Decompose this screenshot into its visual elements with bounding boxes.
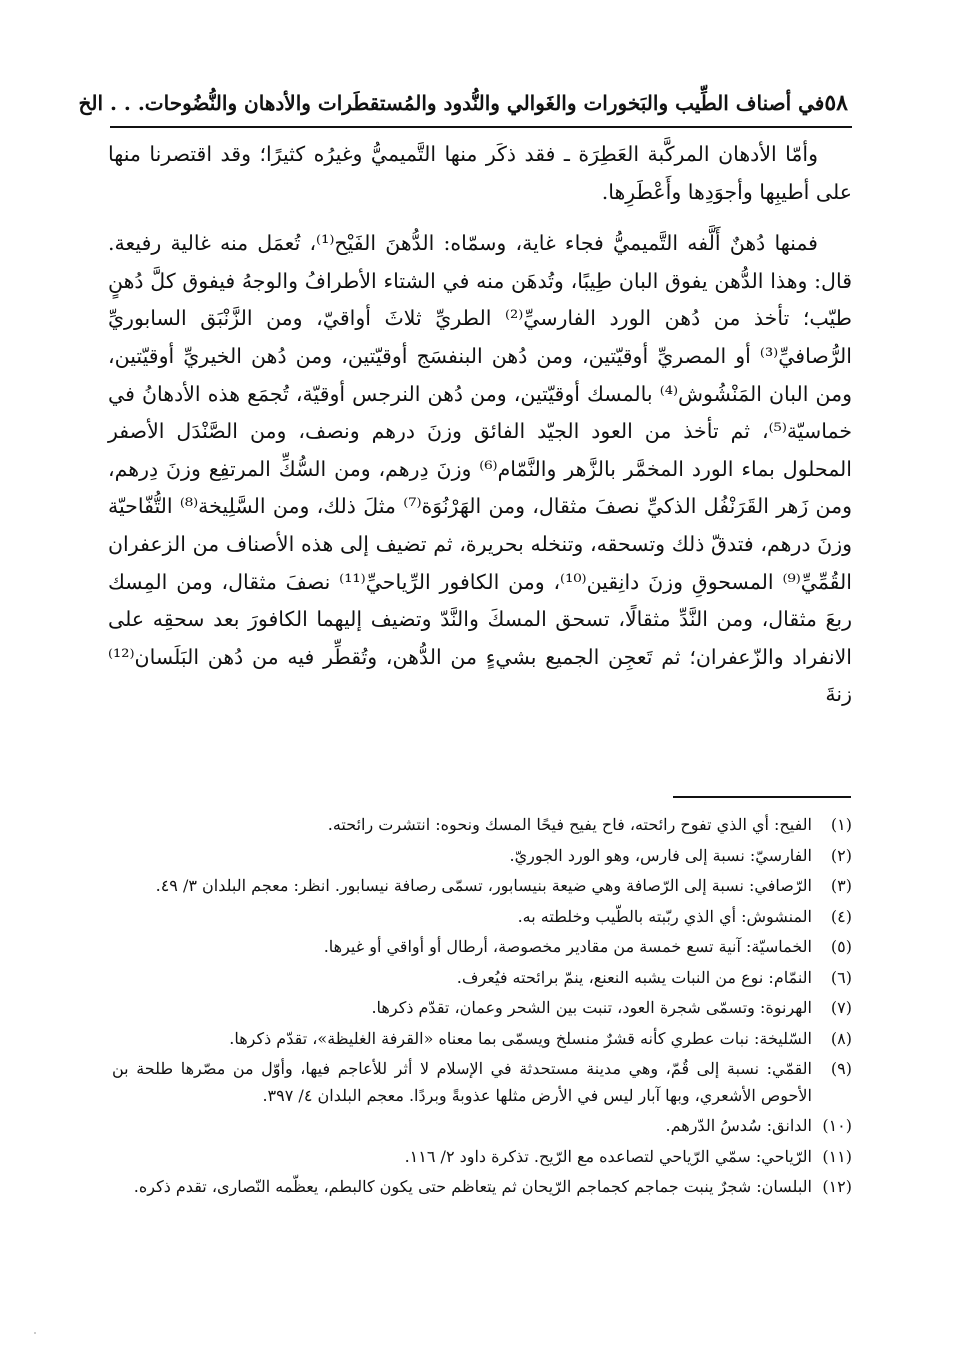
footnote-text: الخماسيّة: آنية تسع خمسة من مقادير مخصوصة، أرطال أو أواقي أو غيرها. bbox=[323, 937, 812, 956]
paragraph-1: وأمّا الأدهان المركَّبة العَطِرَة ـ فقد ذكَر منها التَّميميُّ وغيرُه كثيرًا؛ وقد اقتصرنا منها على أطيبِها وأجوَدِها وأَعْطَرِها. bbox=[108, 142, 852, 204]
header-rule bbox=[110, 126, 852, 128]
footnote-item bbox=[112, 1026, 852, 1053]
footnote-text: الفارسيّ: نسبة إلى فارس، وهو الورد الجوريّ. bbox=[509, 845, 812, 865]
footnote-text: السّليخة: نبات عطري كأنه قشرٌ منسلخ ويسمّى بما معناه «القرفة الغليظة»، تقدّم ذكرها. bbox=[229, 1028, 812, 1048]
page-header bbox=[78, 88, 848, 118]
footnote-text: الهرنوة: وتسمّى شجرة العود، تنبت بين الشحر وعمان، تقدّم ذكرها. bbox=[371, 998, 812, 1017]
footnote-text: البلسان: شجرٌ ينبت جماجم كجماجم الرّيحان ثم يتعاظم حتى يكون كالبطم، يعظّمه النّصارى، تقدم ذكره. bbox=[133, 1177, 812, 1196]
footnote-number: (١٢) bbox=[822, 1177, 852, 1196]
footnote-text: الدانق: سُدسُ الدّرهم. bbox=[665, 1116, 812, 1135]
footnote-number: (٩) bbox=[830, 1059, 852, 1078]
footnote-number: (٨) bbox=[830, 1028, 852, 1048]
main-text bbox=[108, 136, 852, 714]
footnote-item bbox=[112, 843, 852, 870]
footnote-text: النمّام: نوع من النبات يشبه النعنع، ينمّ برائحته فيُعرف. bbox=[456, 967, 812, 987]
footnote-text: القمّي: نسبة إلى قُمّ، وهي مدينة مستحدثة في الإسلام لا أثر للأعاجم فيها، وأوّل من مصّرها طلحة بن الأحوص الأشعري، وبها آبار ليس في الأرض مثلها عذوبةً وبردًا. معجم البلدان ٤/ ٣٩٧. bbox=[112, 1059, 813, 1105]
footnote-item bbox=[112, 1113, 852, 1140]
page-number: ٥٨ bbox=[824, 90, 848, 116]
footnote-number: (٥) bbox=[830, 937, 852, 956]
footnote-item bbox=[112, 1144, 852, 1171]
footnote-text: المنشوش: أي الذي ربّبته بالطّيب وخلطته به. bbox=[517, 906, 812, 926]
footnote-number: (١) bbox=[830, 815, 852, 834]
footnote-text: الفيح: أي الذي تفوح رائحته، فاح يفيح فيحًا المسك ونحوه: انتشرت رائحته. bbox=[327, 815, 812, 834]
footnote-item bbox=[112, 904, 852, 931]
footnote-item bbox=[112, 1174, 852, 1201]
scan-speck bbox=[34, 1332, 36, 1334]
footnote-number: (٣) bbox=[830, 876, 852, 895]
running-title: في أصناف الطِّيب والبَخورات والغَوالي والنُّدود والمُستقطَرات والأدهان والنُّضُوحات. . . الخ bbox=[78, 91, 825, 115]
footnote-number: (٢) bbox=[830, 845, 852, 865]
footnote-item bbox=[112, 965, 852, 992]
footnote-separator bbox=[673, 796, 851, 798]
footnote-number: (٤) bbox=[830, 906, 852, 926]
paragraph-2: فمنها دُهنٌ أَلَّفه التَّميميُّ فجاء غاية، وسمّاه: الدُّهنَ الفَيْح⁽¹⁾، تُعمَل منه غالية رفيعة. قال: وهذا الدُّهن يفوق البان طِيبًا، وتُدهَن منه في الشتاء الأطرافُ والوجهُ فيفوق كلَّ دُهنٍ طيّب؛ تأخذ من دُهن الورد الفارسيِّ⁽²⁾ الطريِّ ثلاثَ أواقيّ، ومن الزَّنْبَق السابوريِّ الرُّصافيِّ⁽³⁾ أو المصريِّ أوقيّتين، ومن دُهن البنفسَج أوقيّتين، ومن دُهن الخيريِّ أوقيّتين، ومن البان المَنْشُوش⁽⁴⁾ بالمسك أوقيّتين، ومن دُهن النرجس أوقيّة، تُجمَع هذه الأدهانُ في خماسيّة⁽⁵⁾، ثم تأخذ من العود الجيّد الفائق وزنَ درهم ونصف، ومن الصَّنْدَل الأصفر المحلول بماء الورد المخمَّر بالزَّهر والنَّمّام⁽⁶⁾ وزنَ دِرهم، ومن السُّكِّ المرتفِع وزنَ دِرهم، ومن زَهر القَرَنْفُل الذكيِّ نصفَ مثقال، ومن الهَرْنُوَة⁽⁷⁾ مثلَ ذلك، ومن السَّلِيخة⁽⁸⁾ التُّفّاحيّة وزنَ درهم، فتدقّ ذلك وتسحقه، وتنخله بحريرة، ثم تضيف إلى هذه الأصناف من الزعفران القُمِّيِّ⁽⁹⁾ المسحوقِ وزنَ دانِقين⁽¹⁰⁾، ومن الكافور الرِّياحيِّ⁽¹¹⁾ نصفَ مثقال، ومن المِسك ربعَ مثقال، ومن النَّدِّ مثقالًا، تسحق المسكَ والنَّدّ وتضيف إليهما الكافورَ بعد سحقِه على الانفراد والزّعفران؛ ثم تَعجِن الجميع بشيءٍ من الدُّهن، وتُقطِّر فيه من دُهن البَلَسان⁽¹²⁾ زنةَ bbox=[108, 231, 853, 707]
footnote-number: (١٠) bbox=[822, 1116, 852, 1135]
footnote-item bbox=[112, 812, 852, 839]
footnote-item bbox=[112, 934, 852, 961]
footnotes-list bbox=[112, 812, 852, 1205]
footnote-number: (٧) bbox=[830, 998, 852, 1017]
footnote-number: (١١) bbox=[822, 1146, 852, 1166]
footnote-text: الرّصافي: نسبة إلى الرّصافة وهي ضيعة بنيسابور، تسمّى رصافة نيسابور. انظر: معجم البلدان ٣/ ٤٩. bbox=[155, 876, 812, 895]
footnote-text: الرّياحي: سمّي الرّياحي لتصاعده مع الرّيح. تذكرة داود ٢/ ١١٦. bbox=[404, 1146, 812, 1166]
footnote-item bbox=[112, 873, 852, 900]
footnote-number: (٦) bbox=[830, 967, 852, 987]
footnote-item bbox=[112, 1056, 852, 1109]
footnote-item bbox=[112, 995, 852, 1022]
